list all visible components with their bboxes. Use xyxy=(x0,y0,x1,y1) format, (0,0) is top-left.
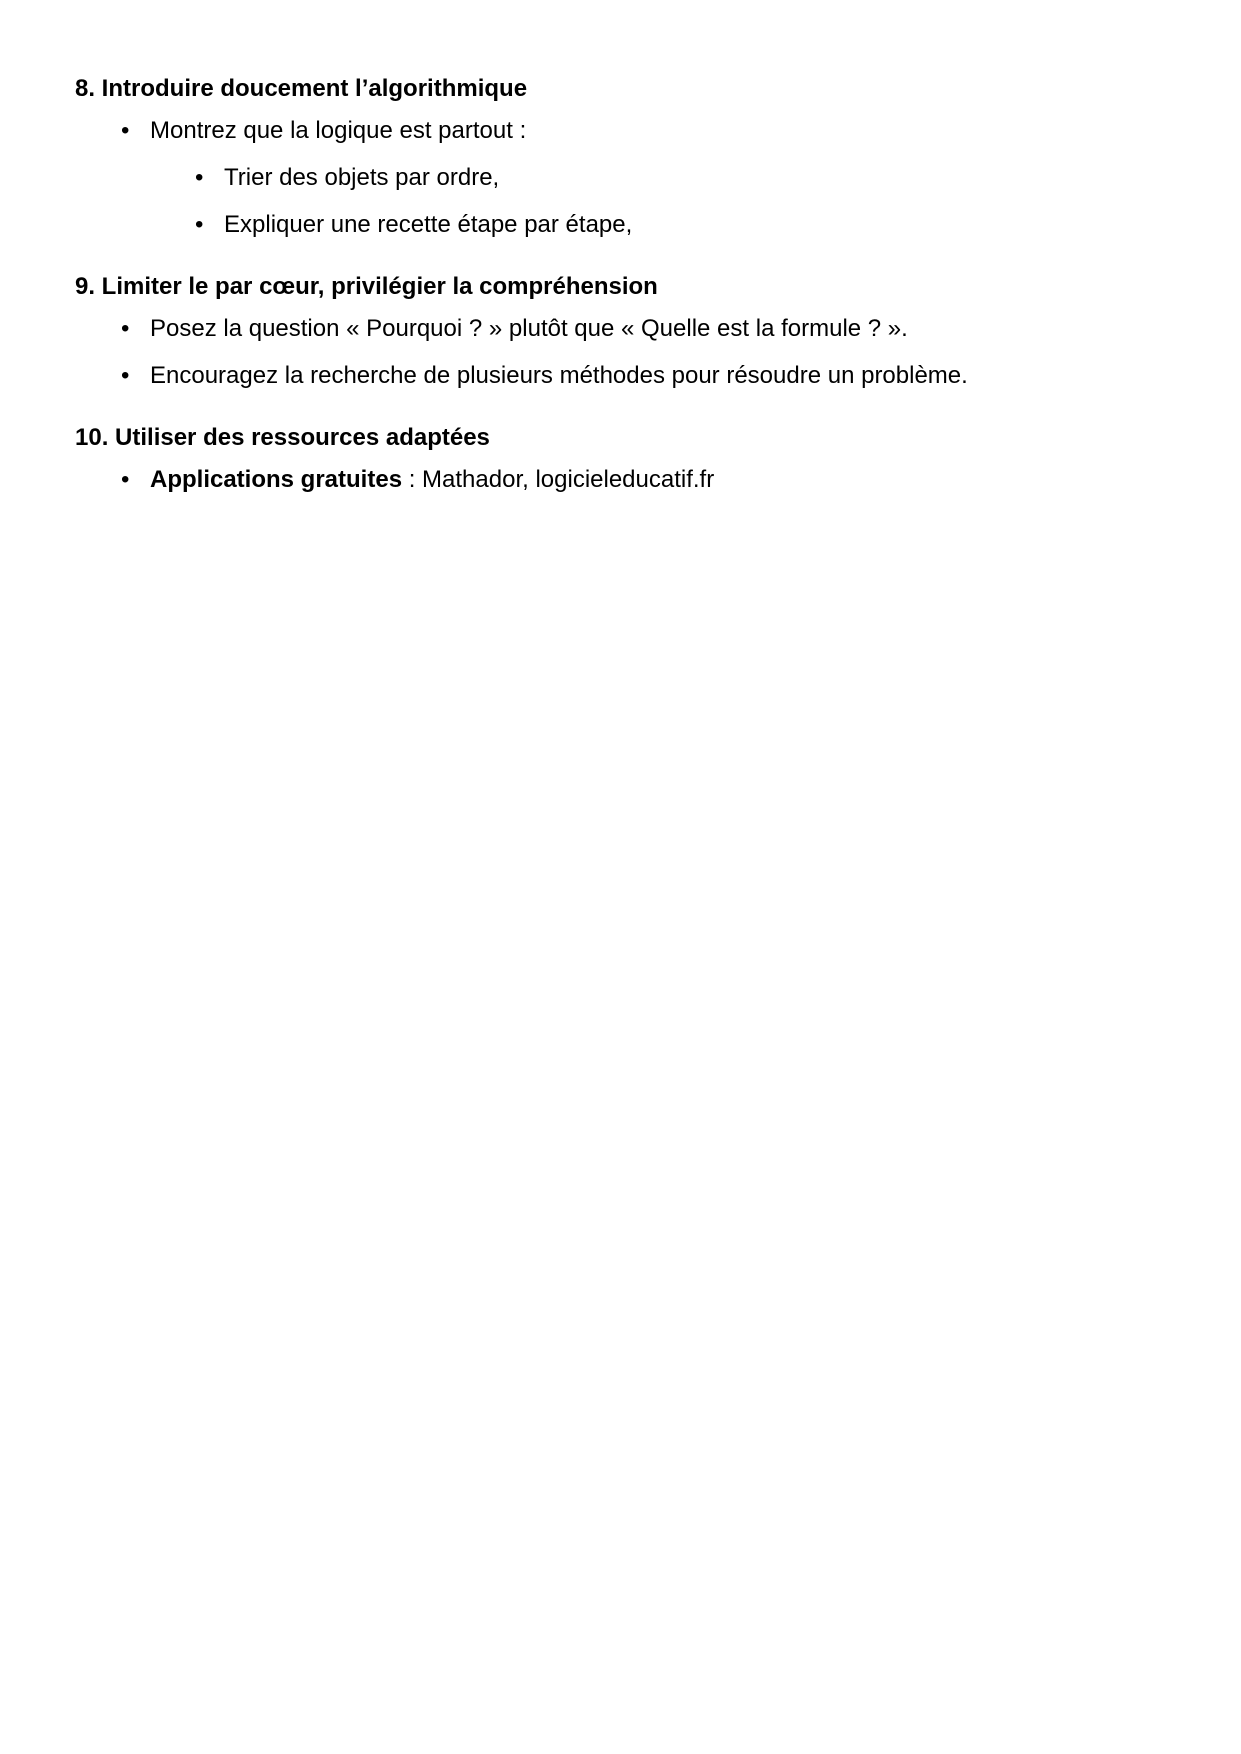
bullet-icon: • xyxy=(121,315,130,342)
list-item-text: Montrez que la logique est partout : xyxy=(150,117,527,144)
list-item xyxy=(121,314,908,344)
list-item-text: Posez la question « Pourquoi ? » plutôt que « Quelle est la formule ? ». xyxy=(150,315,908,342)
list-item-label: Applications gratuites xyxy=(150,466,403,493)
list-item-text: Encouragez la recherche de plusieurs méthodes pour résoudre un problème. xyxy=(150,362,968,389)
list-item xyxy=(195,210,633,240)
bullet-icon: • xyxy=(121,362,130,389)
bullet-icon: • xyxy=(195,211,204,238)
bullet-icon: • xyxy=(195,164,204,191)
list-item xyxy=(121,116,527,146)
section-heading: 10. Utiliser des ressources adaptées xyxy=(75,424,490,451)
list-item xyxy=(195,163,500,193)
bullet-icon: • xyxy=(121,466,130,493)
list-item xyxy=(121,465,715,495)
list-item-text: Trier des objets par ordre, xyxy=(224,164,500,191)
section-heading: 8. Introduire doucement l’algorithmique xyxy=(75,75,528,102)
section-heading: 9. Limiter le par cœur, privilégier la compréhension xyxy=(75,273,658,300)
list-item-text: : Mathador, logicieleducatif.fr xyxy=(402,466,715,493)
list-item-text: Expliquer une recette étape par étape, xyxy=(224,211,633,238)
bullet-icon: • xyxy=(121,117,130,144)
list-item xyxy=(121,361,968,391)
